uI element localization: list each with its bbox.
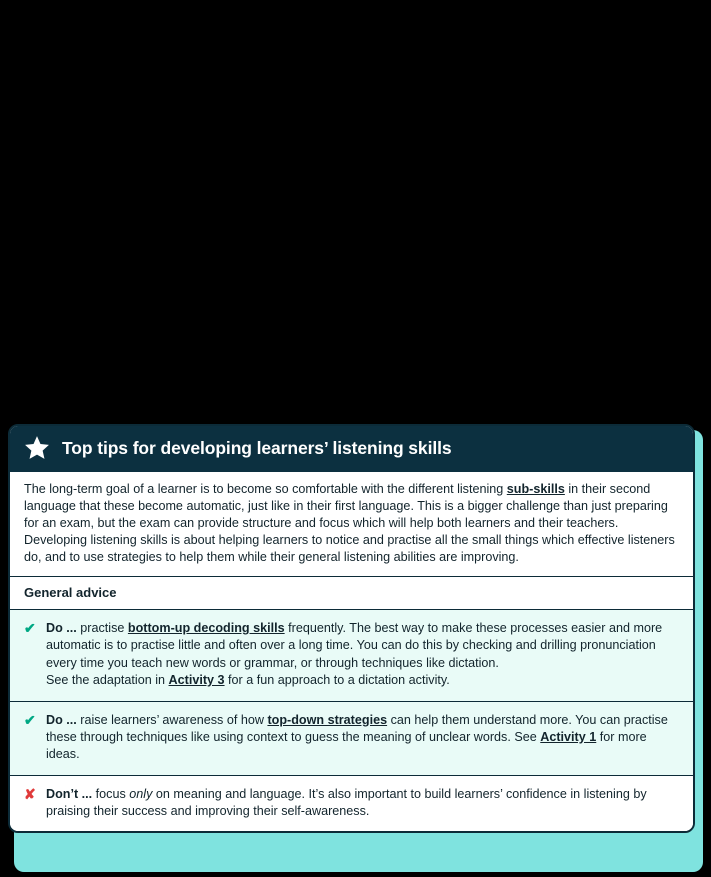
star-icon xyxy=(24,435,50,461)
tick-icon: ✔ xyxy=(24,620,36,636)
tip-text-part2: frequently. The best way to make these processes easier and more automatic is to practise little and often over a long time. You can do this by checking and drilling pronunciation every time you teach new words or grammar, or through techniques like dictation. xyxy=(46,621,663,670)
tip-row xyxy=(10,702,693,776)
top-down-strategies-link[interactable]: top-down strategies xyxy=(267,712,388,727)
intro-paragraph xyxy=(10,472,693,577)
intro-text-part1: The long-term goal of a learner is to become so comfortable with the different listening xyxy=(24,482,507,496)
tip-text-part1: practise xyxy=(76,621,128,635)
card-title: Top tips for developing learners’ listening skills xyxy=(62,437,452,458)
tip-text-part1: focus xyxy=(92,786,130,801)
tip-row xyxy=(10,776,693,832)
tip-text xyxy=(46,786,679,821)
tip-lead: Don’t ... xyxy=(46,786,93,801)
tip-text xyxy=(46,620,679,690)
activity-1-link[interactable]: Activity 1 xyxy=(540,729,597,744)
tip-text-part4: for a fun approach to a dictation activity. xyxy=(224,673,450,688)
tip-second-line xyxy=(46,672,679,689)
tip-lead: Do ... xyxy=(46,621,77,635)
bottom-up-decoding-skills-link[interactable]: bottom-up decoding skills xyxy=(127,621,285,635)
activity-3-link[interactable]: Activity 3 xyxy=(168,673,225,688)
cross-icon: ✘ xyxy=(24,785,36,802)
intro-text-part2: in their second language that these become automatic, just like in their first language. This is a bigger challenge than just preparing for an exam, but the exam can provide structure and focus which will help both learners and their teachers. Developing listening skills is about helping learners to notice and practise all the small things which effective listeners do, and to use strategies to help them while their general listening abilities are improving. xyxy=(24,482,675,564)
tip-text-part3: See the adaptation in xyxy=(46,673,169,688)
tip-text-part3: for more ideas. xyxy=(46,729,647,762)
tip-emphasis: only xyxy=(129,786,153,801)
tip-text-part1: raise learners’ awareness of how xyxy=(76,712,268,727)
tick-icon: ✔ xyxy=(24,711,36,728)
tip-text-part2: on meaning and language. It’s also important to build learners’ confidence in listening by praising their success and improving their self-awareness. xyxy=(46,786,647,818)
tip-lead: Do ... xyxy=(46,712,77,727)
tip-text xyxy=(46,712,679,764)
section-heading-general-advice: General advice xyxy=(10,577,693,610)
tip-text-part2: can help them understand more. You can practise these through techniques like using context to guess the meaning of unclear words. See xyxy=(46,712,668,744)
card-header xyxy=(10,426,693,472)
tip-row xyxy=(10,610,693,702)
sub-skills-link[interactable]: sub-skills xyxy=(506,482,565,496)
top-tips-card xyxy=(8,424,695,833)
